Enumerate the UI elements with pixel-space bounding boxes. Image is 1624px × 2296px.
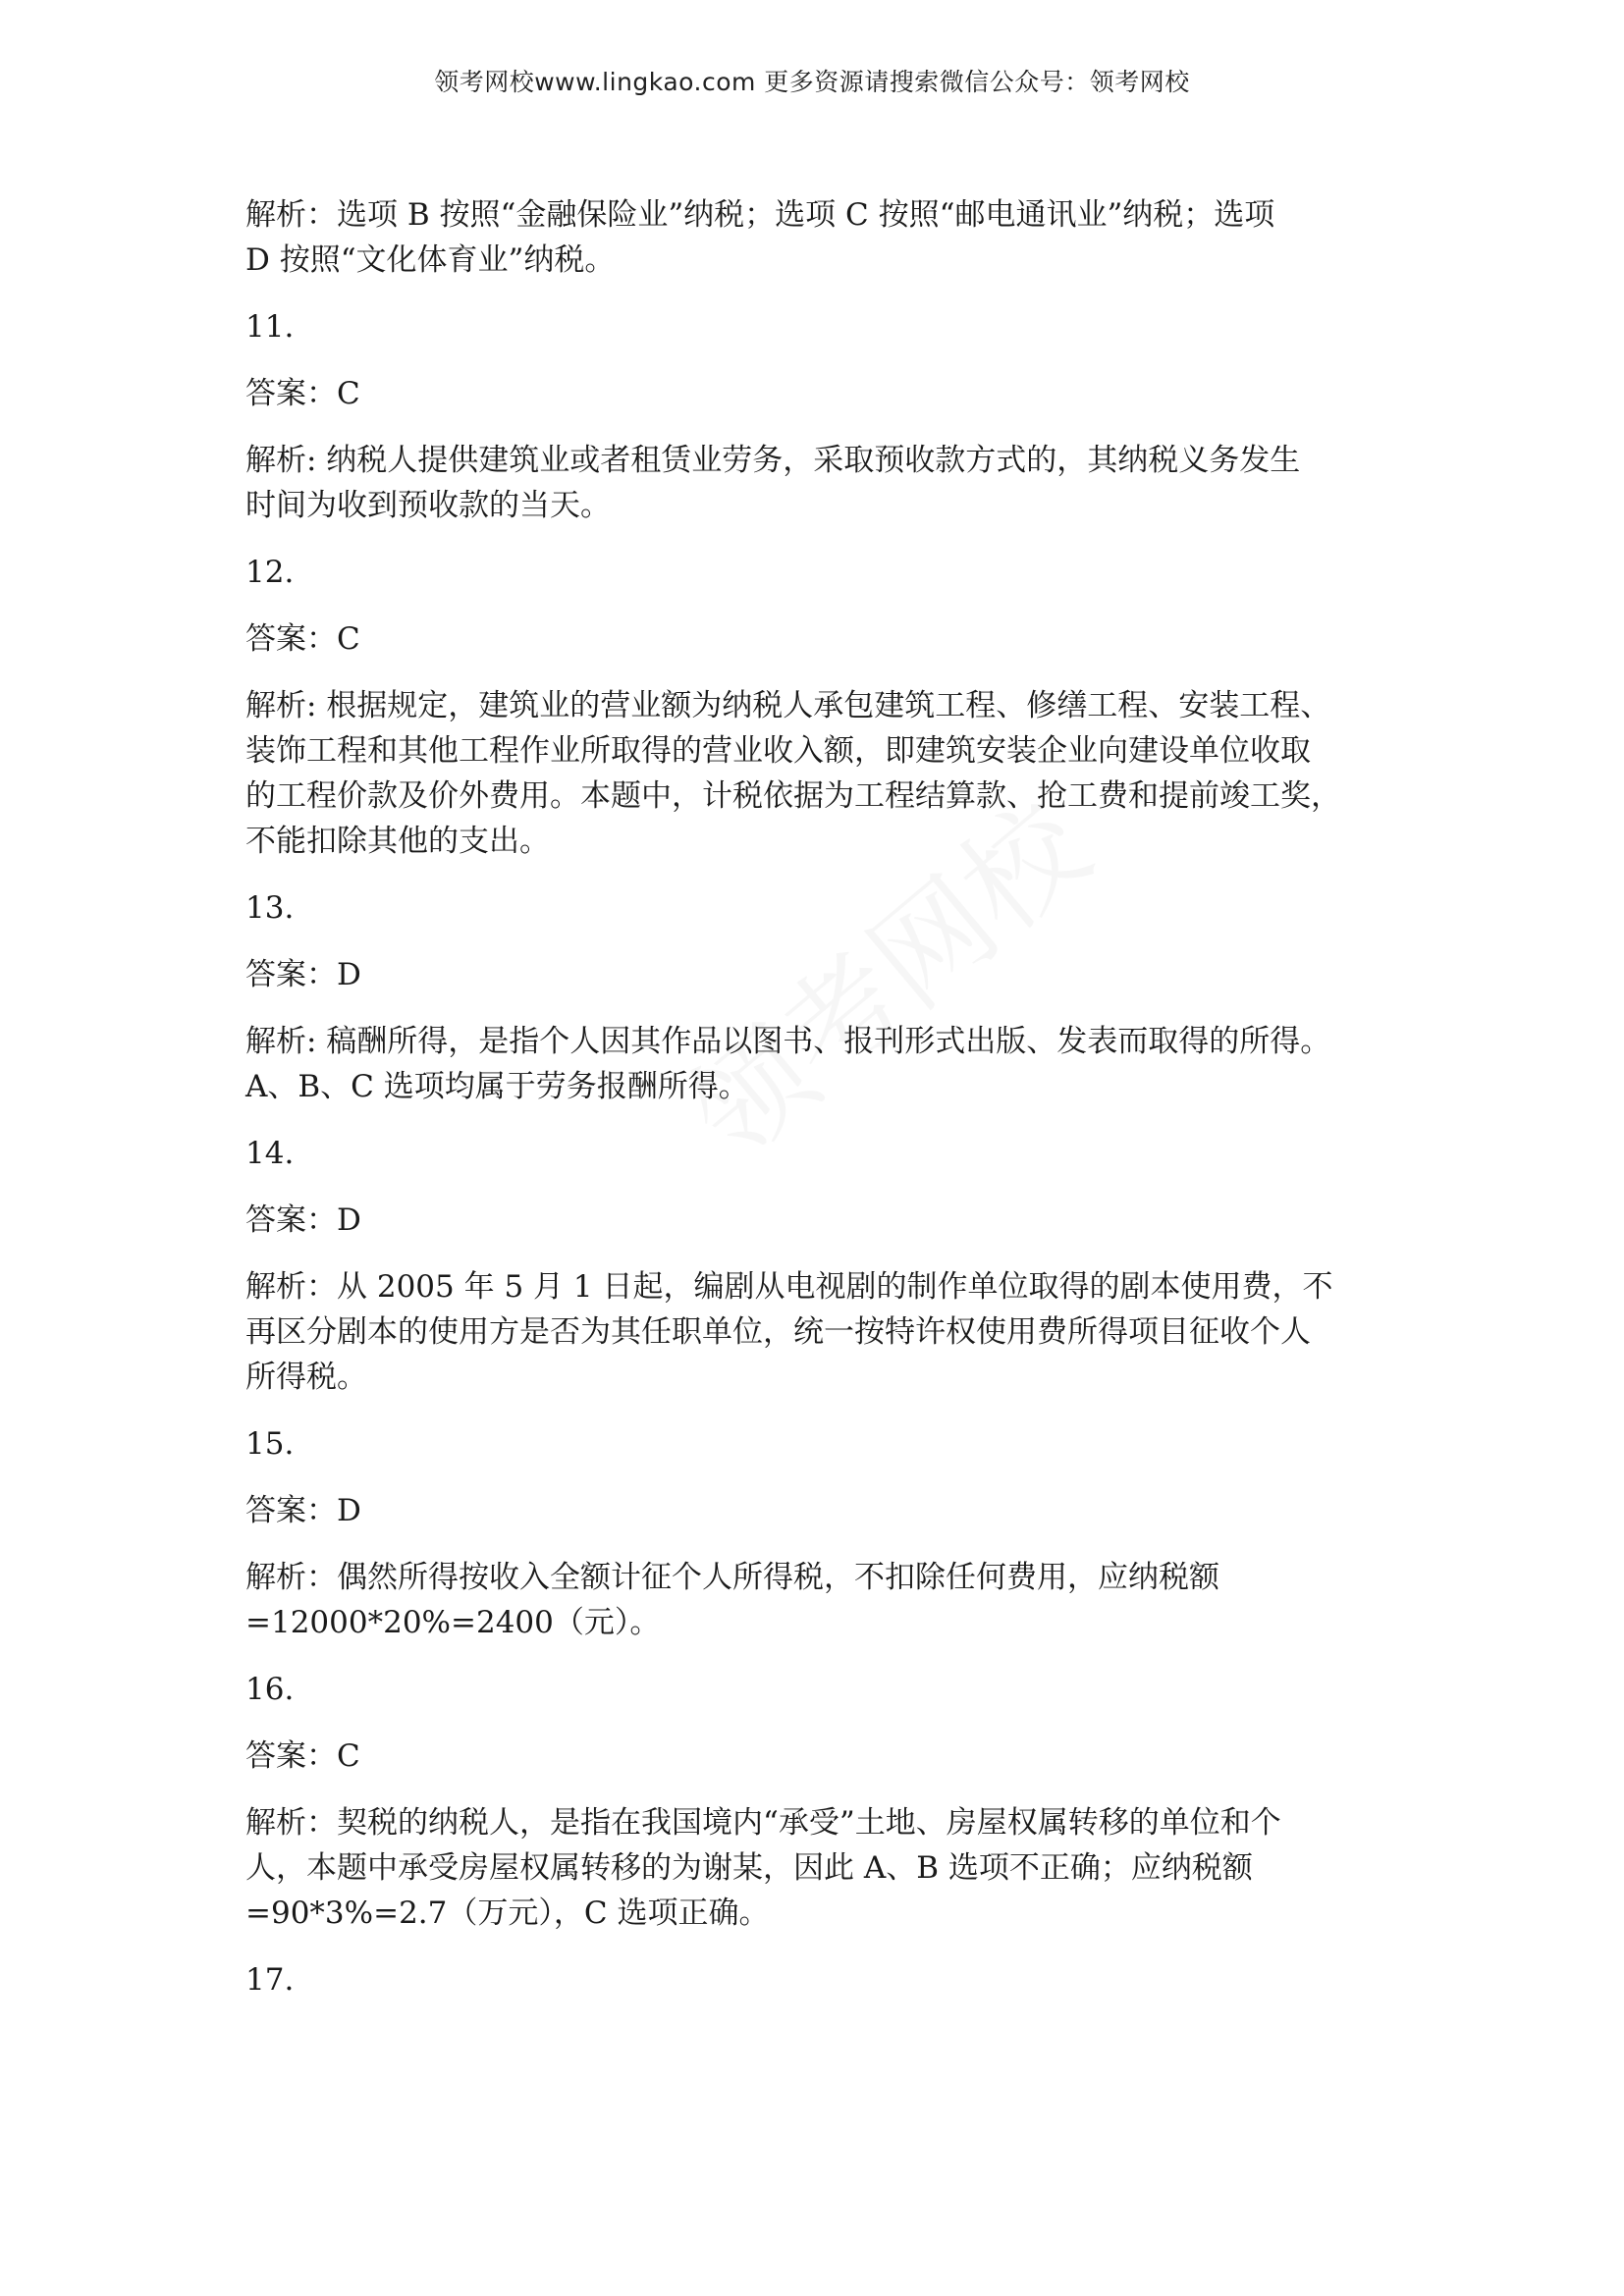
text-line: 装饰工程和其他工程作业所取得的营业收入额，即建筑安装企业向建设单位收取 <box>245 733 1311 769</box>
paragraph <box>245 1957 1384 2002</box>
text-line: 不能扣除其他的支出。 <box>245 824 550 859</box>
paragraph <box>245 1488 1384 1533</box>
paragraph <box>245 616 1384 662</box>
paragraph <box>245 683 1384 864</box>
paragraph <box>245 1734 1384 1779</box>
text-line: 解析：偶然所得按收入全额计征个人所得税，不扣除任何费用，应纳税额 <box>245 1560 1219 1595</box>
text-line: 答案：D <box>245 1202 361 1238</box>
text-line: 解析：从 2005 年 5 月 1 日起，编剧从电视剧的制作单位取得的剧本使用费，不 <box>245 1269 1333 1305</box>
text-line: 解析: 纳税人提供建筑业或者租赁业劳务，采取预收款方式的，其纳税义务发生 <box>245 443 1301 478</box>
text-line: D 按照“文化体育业”纳税。 <box>245 242 616 278</box>
text-line: 答案：C <box>245 1738 360 1774</box>
paragraph <box>245 1019 1384 1109</box>
text-line: 解析: 稿酬所得，是指个人因其作品以图书、报刊形式出版、发表而取得的所得。 <box>245 1024 1331 1059</box>
text-line: 16. <box>245 1672 295 1707</box>
text-line: 的工程价款及价外费用。本题中，计税依据为工程结算款、抢工费和提前竣工奖， <box>245 778 1341 814</box>
paragraph <box>245 952 1384 997</box>
paragraph <box>245 304 1384 349</box>
text-line: 14. <box>245 1136 295 1171</box>
text-line: 答案：C <box>245 376 360 411</box>
text-line: 解析：选项 B 按照“金融保险业”纳税；选项 C 按照“邮电通讯业”纳税；选项 <box>245 197 1275 233</box>
text-line: 所得税。 <box>245 1360 367 1395</box>
paragraph <box>245 1667 1384 1712</box>
text-line: 15. <box>245 1426 295 1462</box>
paragraph <box>245 1198 1384 1243</box>
paragraph <box>245 1800 1384 1936</box>
paragraph <box>245 1421 1384 1467</box>
text-line: 12. <box>245 555 295 590</box>
text-line: =90*3%=2.7（万元），C 选项正确。 <box>245 1896 770 1931</box>
text-line: 解析: 根据规定，建筑业的营业额为纳税人承包建筑工程、修缮工程、安装工程、 <box>245 688 1331 723</box>
text-line: 再区分剧本的使用方是否为其任职单位，统一按特许权使用费所得项目征收个人 <box>245 1314 1311 1350</box>
text-line: 17. <box>245 1962 295 1998</box>
text-line: 答案：C <box>245 621 360 657</box>
paragraph <box>245 550 1384 595</box>
page-header: 领考网校www.lingkao.com 更多资源请搜索微信公众号：领考网校 <box>434 68 1190 96</box>
text-line: A、B、C 选项均属于劳务报酬所得。 <box>245 1069 749 1104</box>
paragraph <box>245 1555 1384 1645</box>
text-line: 时间为收到预收款的当天。 <box>245 488 611 523</box>
paragraph <box>245 371 1384 416</box>
paragraph <box>245 1131 1384 1176</box>
text-line: =12000*20%=2400（元）。 <box>245 1605 661 1640</box>
text-line: 解析：契税的纳税人，是指在我国境内“承受”土地、房屋权属转移的单位和个 <box>245 1805 1281 1841</box>
paragraph <box>245 438 1384 528</box>
text-line: 13. <box>245 890 295 926</box>
paragraph <box>245 192 1384 283</box>
text-line: 人，本题中承受房屋权属转移的为谢某，因此 A、B 选项不正确；应纳税额 <box>245 1850 1253 1886</box>
text-line: 11. <box>245 309 295 345</box>
text-line: 答案：D <box>245 957 361 992</box>
document-body <box>245 192 1384 2002</box>
paragraph <box>245 1264 1384 1400</box>
text-line: 答案：D <box>245 1493 361 1528</box>
paragraph <box>245 885 1384 931</box>
